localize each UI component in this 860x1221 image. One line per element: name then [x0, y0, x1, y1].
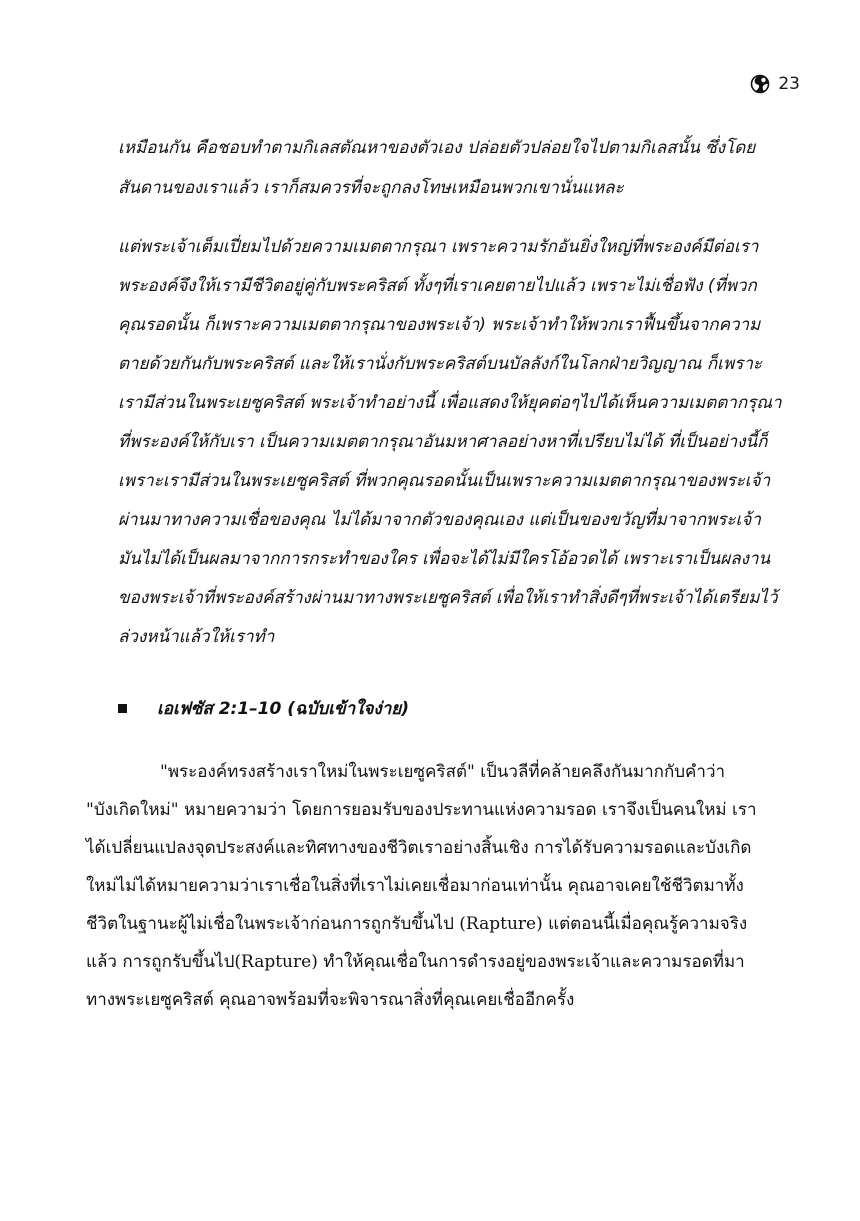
text-line: เหมือนกัน คือชอบทำตามกิเลสตัณหาของตัวเอง ปล่อยตัวปล่อยใจไปตามกิเลสนั้น ซึ่งโดย	[118, 138, 756, 158]
section-heading	[118, 695, 409, 722]
globe-icon	[750, 74, 770, 94]
text-line: คุณรอดนั้น ก็เพราะความเมตตากรุณาของพระเจ้า) พระเจ้าทำให้พวกเราฟื้นขึ้นจากความ	[118, 315, 761, 335]
text-line: เรามีส่วนในพระเยซูคริสต์ พระเจ้าทำอย่างนี้ เพื่อแสดงให้ยุคต่อๆไปได้เห็นความเมตตากรุณา	[118, 393, 782, 413]
text-line: แต่พระเจ้าเต็มเปี่ยมไปด้วยความเมตตากรุณา เพราะความรักอันยิ่งใหญ่ที่พระองค์มีต่อเรา	[118, 237, 759, 257]
text-line: ได้เปลี่ยนแปลงจุดประสงค์และทิศทางของชีวิตเราอย่างสิ้นเชิง การได้รับความรอดและบังเกิด	[86, 838, 752, 858]
page-number: 23	[778, 74, 800, 94]
text-line: ผ่านมาทางความเชื่อของคุณ ไม่ได้มาจากตัวของคุณเอง แต่เป็นของขวัญที่มาจากพระเจ้า	[118, 510, 761, 530]
text-line: ที่พระองค์ให้กับเรา เป็นความเมตตากรุณาอันมหาศาลอย่างหาที่เปรียบไม่ได้ ที่เป็นอย่างนี้ก็	[118, 432, 768, 452]
text-line: "บังเกิดใหม่" หมายความว่า โดยการยอมรับของประทานแห่งความรอด เราจึงเป็นคนใหม่ เรา	[86, 800, 757, 820]
text-line: สันดานของเราแล้ว เราก็สมควรที่จะถูกลงโทษเหมือนพวกเขานั่นแหละ	[118, 178, 624, 198]
text-line: ของพระเจ้าที่พระองค์สร้างผ่านมาทางพระเยซูคริสต์ เพื่อให้เราทำสิ่งดีๆที่พระเจ้าได้เตรียมไว้	[118, 588, 778, 608]
text-line: ล่วงหน้าแล้วให้เราทำ	[118, 627, 275, 647]
section-heading-text: เอเฟซัส 2:1–10 (ฉบับเข้าใจง่าย)	[157, 699, 409, 719]
text-line: ทางพระเยซูคริสต์ คุณอาจพร้อมที่จะพิจารณาสิ่งที่คุณเคยเชื่ออีกครั้ง	[86, 990, 575, 1010]
page-header	[750, 74, 800, 94]
text-line: แล้ว การถูกรับขึ้นไป(Rapture) ทำให้คุณเชื่อในการดำรงอยู่ของพระเจ้าและความรอดที่มา	[86, 952, 745, 972]
text-line: เพราะเรามีส่วนในพระเยซูคริสต์ ที่พวกคุณรอดนั้นเป็นเพราะความเมตตากรุณาของพระเจ้า	[118, 471, 771, 491]
text-line: พระองค์จึงให้เรามีชีวิตอยู่คู่กับพระคริสต์ ทั้งๆที่เราเคยตายไปแล้ว เพราะไม่เชื่อฟัง (ที่พวก	[118, 276, 757, 296]
text-line: ตายด้วยกันกับพระคริสต์ และให้เรานั่งกับพระคริสต์บนบัลลังก์ในโลกฝ่ายวิญญาณ ก็เพราะ	[118, 354, 762, 374]
text-line: ใหม่ไม่ได้หมายความว่าเราเชื่อในสิ่งที่เราไม่เคยเชื่อมาก่อนเท่านั้น คุณอาจเคยใช้ชีวิตมาทั้ง	[86, 876, 744, 896]
bullet-icon	[118, 704, 127, 713]
text-line: มันไม่ได้เป็นผลมาจากการกระทำของใคร เพื่อจะได้ไม่มีใครโอ้อวดได้ เพราะเราเป็นผลงาน	[118, 549, 771, 569]
text-line: ชีวิตในฐานะผู้ไม่เชื่อในพระเจ้าก่อนการถูกรับขึ้นไป (Rapture) แต่ตอนนี้เมื่อคุณรู้ความจริง	[86, 914, 748, 934]
text-line: "พระองค์ทรงสร้างเราใหม่ในพระเยซูคริสต์" เป็นวลีที่คล้ายคลึงกันมากกับคำว่า	[160, 762, 726, 782]
